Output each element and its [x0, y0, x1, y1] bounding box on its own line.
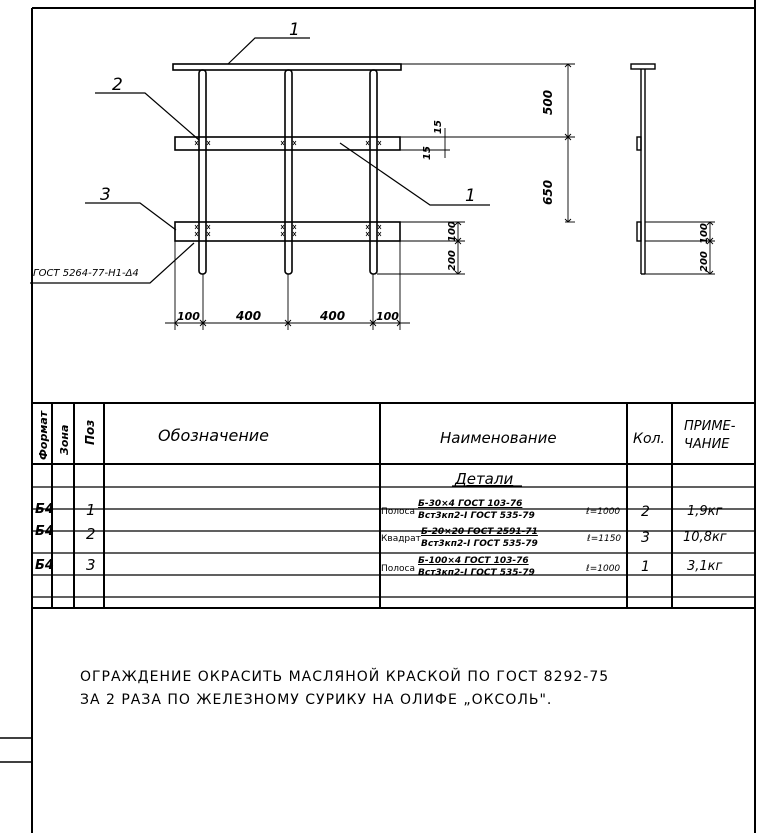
- dim-15-top: 15: [433, 120, 444, 134]
- row-bottom: Вст3кп2-I ГОСТ 535-79: [418, 511, 535, 521]
- callout-2: 2: [112, 75, 123, 95]
- row-bottom: Вст3кп2-I ГОСТ 535-79: [418, 568, 535, 578]
- dim-h-400-right: 400: [320, 309, 346, 323]
- section-title: Детали: [455, 470, 514, 488]
- horizontal-dimensions: [165, 241, 410, 330]
- note-line-1: ОГРАЖДЕНИЕ ОКРАСИТЬ МАСЛЯНОЙ КРАСКОЙ ПО ГОСТ 8292-75: [80, 669, 610, 685]
- row-format: Б4: [35, 502, 54, 517]
- front-view: [173, 64, 401, 274]
- header-designation: Обозначение: [158, 426, 270, 445]
- row-length: ℓ=1000: [586, 507, 621, 517]
- row-pos: 2: [86, 525, 96, 543]
- row-top: Б-30×4 ГОСТ 103-76: [418, 499, 523, 509]
- header-pos: Поз: [83, 419, 97, 445]
- row-pos: 3: [86, 556, 96, 574]
- dim-h-100-right: 100: [376, 310, 399, 323]
- callout-1-top: 1: [289, 20, 300, 40]
- dim-500: 500: [541, 89, 555, 115]
- note-line-2: ЗА 2 РАЗА ПО ЖЕЛЕЗНОМУ СУРИКУ НА ОЛИФЕ „ОКСОЛЬ".: [80, 692, 553, 708]
- row-prefix: Полоса: [381, 564, 415, 574]
- dim-650: 650: [541, 179, 555, 205]
- side-dim-100: 100: [699, 223, 710, 244]
- header-zone: Зона: [58, 424, 71, 455]
- post-middle: [285, 70, 292, 274]
- row-format: Б4: [35, 558, 54, 573]
- header-note: ПРИМЕ- ЧАНИЕ: [684, 419, 736, 452]
- dim-100: 100: [447, 221, 458, 242]
- row-pos: 1: [86, 501, 96, 519]
- dim-200: 200: [447, 250, 458, 271]
- row-qty: 3: [641, 530, 650, 546]
- row-format: Б4: [35, 524, 54, 539]
- row-length: ℓ=1000: [586, 564, 621, 574]
- dim-15-bottom: 15: [422, 146, 433, 160]
- header-qty: Кол.: [633, 431, 665, 447]
- header-name: Наименование: [440, 429, 557, 447]
- row-qty: 2: [641, 504, 650, 520]
- row-note: 1,9кг: [687, 504, 723, 519]
- row-top: Б-20×20 ГОСТ 2591-71: [421, 527, 538, 537]
- callout-1-middle: 1: [465, 186, 476, 206]
- dim-h-100-left: 100: [177, 310, 200, 323]
- post-right: [370, 70, 377, 274]
- dim-h-400-left: 400: [236, 309, 262, 323]
- row-bottom: Вст3кп2-I ГОСТ 535-79: [421, 539, 538, 549]
- top-rail-strip: [173, 64, 401, 70]
- row-note: 10,8кг: [683, 530, 727, 545]
- weld-note: ГОСТ 5264-77-Н1-Δ4: [33, 268, 139, 279]
- row-prefix: Квадрат: [381, 534, 421, 544]
- row-note: 3,1кг: [687, 559, 723, 574]
- callout-3: 3: [100, 185, 111, 205]
- header-format: Формат: [37, 410, 50, 460]
- post-left: [199, 70, 206, 274]
- side-dim-200: 200: [699, 251, 710, 272]
- row-qty: 1: [641, 559, 650, 575]
- row-length: ℓ=1150: [587, 534, 622, 544]
- row-top: Б-100×4 ГОСТ 103-76: [418, 556, 529, 566]
- row-prefix: Полоса: [381, 507, 415, 517]
- callout-leaders: [30, 38, 490, 283]
